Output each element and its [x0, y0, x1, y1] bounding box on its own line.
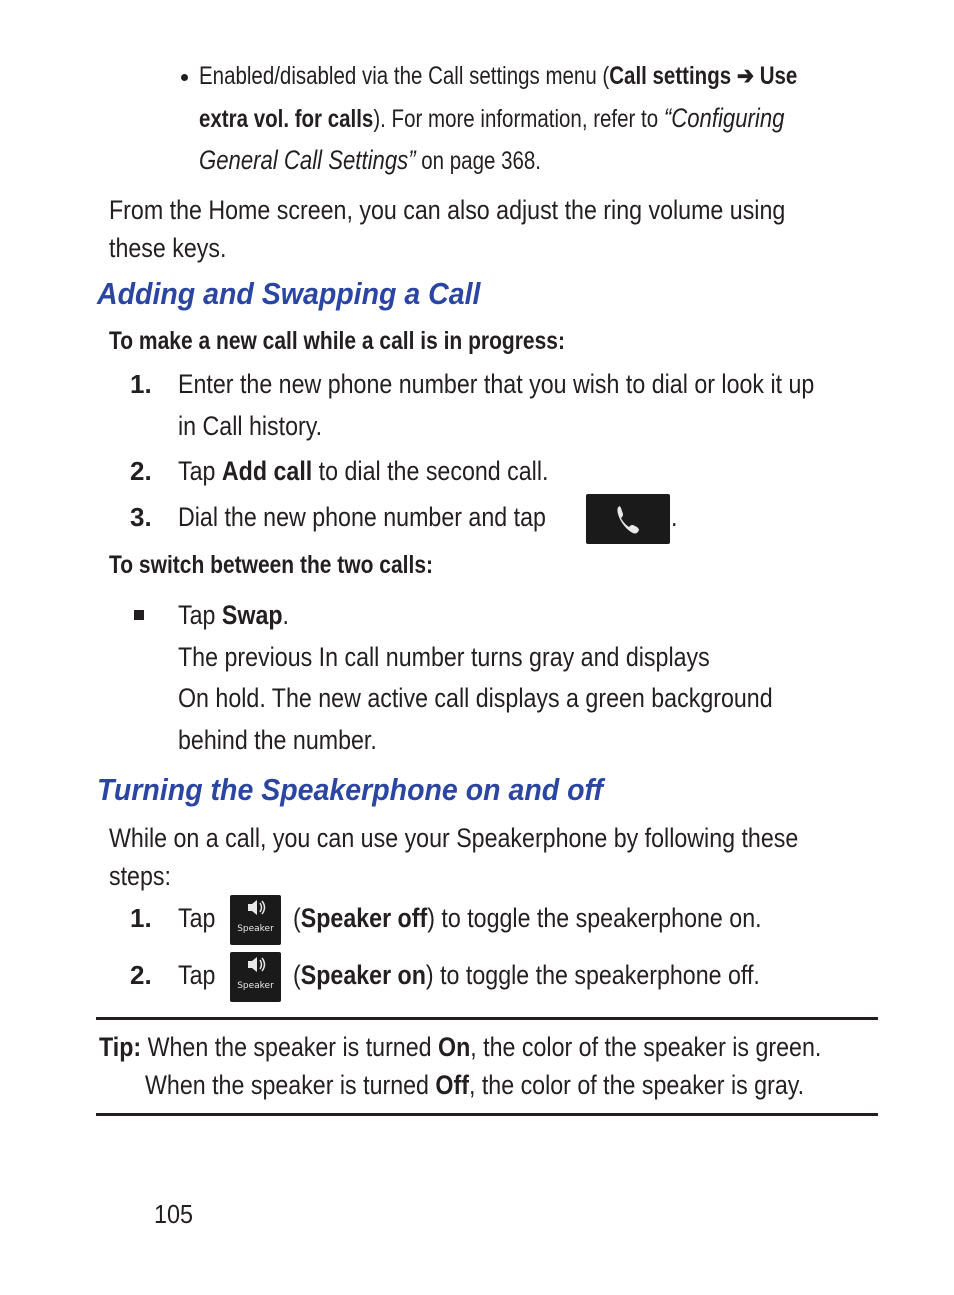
phone-handset-icon	[586, 494, 670, 544]
section-heading-adding-swapping: Adding and Swapping a Call	[97, 276, 481, 311]
subhead-new-call: To make a new call while a call is in progress:	[109, 327, 565, 355]
step-number: 2.	[130, 456, 152, 486]
step-1-line2: in Call history.	[178, 411, 323, 441]
tip-top-rule	[96, 1017, 878, 1020]
intro-bullet-line3: General Call Settings” on page 368.	[199, 145, 541, 175]
speaker-label: Speaker	[237, 981, 274, 991]
speaker-label: Speaker	[237, 924, 274, 934]
intro-bullet-line2: extra vol. for calls). For more information, refer to “Configuring	[199, 103, 785, 133]
swap-bullet-line2: The previous In call number turns gray and displays	[178, 642, 710, 672]
speaker-icon	[230, 895, 281, 925]
intro-para-line2: these keys.	[109, 233, 227, 263]
step-number: 1.	[130, 369, 152, 399]
subhead-switch-calls: To switch between the two calls:	[109, 551, 434, 579]
intro-bullet-line1: Enabled/disabled via the Call settings menu (Call settings ➔ Use	[199, 62, 798, 90]
section-heading-speakerphone: Turning the Speakerphone on and off	[97, 772, 603, 807]
tip-label: Tip:	[99, 1032, 142, 1062]
step-3-text: Dial the new phone number and tap	[178, 502, 546, 532]
tip-line2: When the speaker is turned Off, the color of the speaker is gray.	[145, 1070, 805, 1100]
call-button[interactable]	[586, 494, 670, 544]
swap-bullet-line1: Tap Swap.	[178, 600, 290, 630]
speaker-icon	[230, 952, 281, 982]
step-2-text: Tap Add call to dial the second call.	[178, 456, 549, 486]
speaker-step-2-text: (Speaker on) to toggle the speakerphone off.	[293, 960, 760, 990]
page-number: 105	[154, 1199, 194, 1229]
step-number: 3.	[130, 502, 152, 532]
speaker-para-line1: While on a call, you can use your Speakerphone by following these	[109, 823, 799, 853]
swap-bullet-line3: On hold. The new active call displays a green background	[178, 683, 773, 713]
speaker-para-line2: steps:	[109, 861, 171, 891]
speaker-step-2-tap: Tap	[178, 960, 216, 990]
swap-bullet-line4: behind the number.	[178, 725, 377, 755]
square-bullet	[134, 610, 144, 620]
intro-para-line1: From the Home screen, you can also adjust the ring volume using	[109, 195, 786, 225]
step-number: 1.	[130, 903, 152, 933]
speaker-step-1-text: (Speaker off) to toggle the speakerphone on.	[293, 903, 762, 933]
step-1-line1: Enter the new phone number that you wish to dial or look it up	[178, 369, 815, 399]
speaker-button[interactable]	[230, 952, 281, 1002]
tip-bottom-rule	[96, 1113, 878, 1116]
speaker-step-1-tap: Tap	[178, 903, 216, 933]
step-number: 2.	[130, 960, 152, 990]
speaker-button[interactable]	[230, 895, 281, 945]
step-3-period: .	[671, 502, 678, 532]
bullet-dot	[181, 74, 188, 81]
tip-line1: Tip: When the speaker is turned On, the color of the speaker is green.	[99, 1032, 822, 1062]
